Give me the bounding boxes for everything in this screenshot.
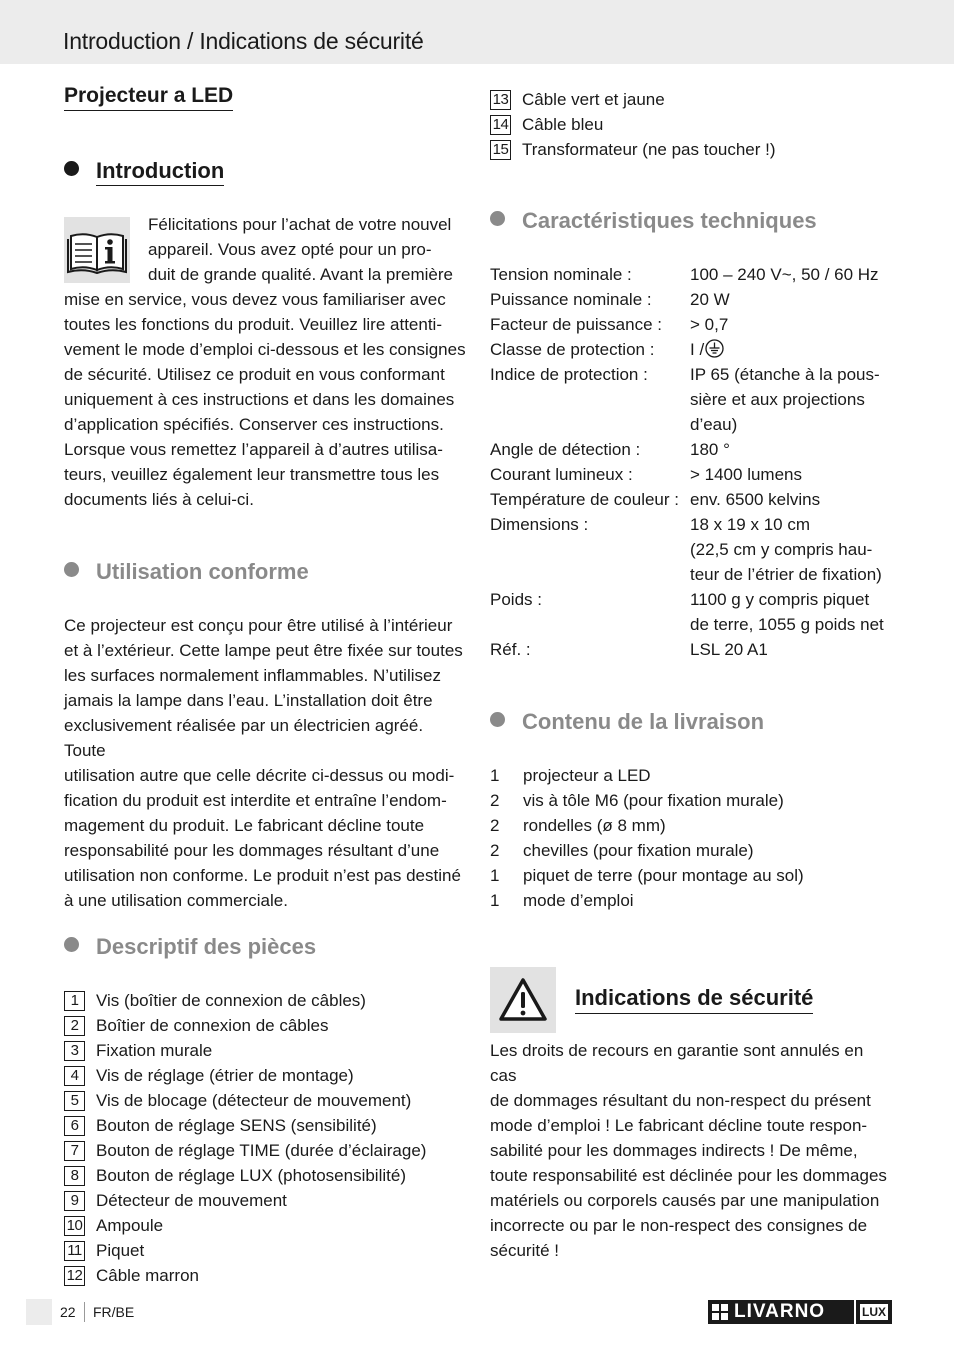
text-line: uniquement à ces instructions et dans les domaines (64, 390, 455, 409)
part-number: 11 (64, 1241, 85, 1261)
parts-list-item (64, 1088, 426, 1113)
parts-list-item (64, 1113, 426, 1138)
spec-value (690, 337, 895, 362)
parts-list-item (64, 1163, 426, 1188)
text-line: mode d’emploi ! Le fabricant décline toute respon- (490, 1116, 868, 1135)
spec-value-line: I / (690, 340, 705, 359)
spec-key: Courant lumineux : (490, 465, 633, 484)
spec-value (690, 462, 895, 487)
spec-value-line: 100 – 240 V~, 50 / 60 Hz (690, 265, 879, 284)
spec-value-line: d’eau) (690, 415, 738, 434)
spec-key: Dimensions : (490, 515, 589, 534)
spec-value-line: 20 W (690, 290, 730, 309)
spec-key: Poids : (490, 590, 542, 609)
part-label: Ampoule (96, 1216, 164, 1235)
earth-ground-icon (705, 339, 724, 358)
spec-key: Réf. : (490, 640, 531, 659)
introduction-text-top (148, 212, 468, 287)
spec-value (690, 487, 895, 512)
part-number: 2 (64, 1016, 85, 1036)
parts-list-item (64, 1188, 426, 1213)
spec-value (690, 262, 895, 287)
part-label: Fixation murale (96, 1041, 213, 1060)
parts-list-item (490, 87, 776, 112)
spec-key: Angle de détection : (490, 440, 641, 459)
specs-heading (490, 208, 817, 234)
logo-mark-icon (712, 1304, 728, 1320)
part-number: 10 (64, 1216, 85, 1236)
logo-lux (856, 1300, 892, 1324)
spec-row (490, 287, 895, 312)
spec-value-line: (22,5 cm y compris hau- (690, 540, 873, 559)
spec-value-line: LSL 20 A1 (690, 640, 768, 659)
spec-value-line: teur de l’étrier de fixation) (690, 565, 882, 584)
text-line: magement du produit. Le fabricant décline toute (64, 816, 425, 835)
bullet-icon (64, 937, 79, 952)
spec-value-line: 1100 g y compris piquet (690, 590, 870, 609)
spec-row (490, 262, 895, 287)
specs-table (490, 262, 895, 662)
contents-heading (490, 709, 764, 735)
bullet-icon (64, 562, 79, 577)
part-label: Câble marron (96, 1266, 199, 1285)
contents-list (490, 763, 804, 913)
spec-row (490, 337, 895, 362)
item-label: projecteur a LED (523, 766, 651, 785)
spec-row (490, 487, 895, 512)
text-line: d’application spécifiés. Conserver ces instructions. (64, 415, 444, 434)
spec-key: Puissance nominale : (490, 290, 652, 309)
spec-value-line: de terre, 1055 g poids net (690, 615, 884, 634)
text-line: documents liés à celui-ci. (64, 490, 254, 509)
text-line: Félicitations pour l’achat de votre nouvel (148, 215, 452, 234)
contents-list-item (490, 813, 804, 838)
text-line: Les droits de recours en garantie sont annulés en cas (490, 1041, 864, 1085)
product-title: Projecteur a LED (64, 84, 233, 111)
part-number: 15 (490, 140, 511, 160)
item-quantity: 1 (490, 891, 500, 910)
parts-list-item (64, 1038, 426, 1063)
parts-list-item (64, 1063, 426, 1088)
spec-value-line: 180 ° (690, 440, 730, 459)
item-quantity: 2 (490, 841, 500, 860)
part-number: 4 (64, 1066, 85, 1086)
spec-row (490, 462, 895, 487)
spec-row (490, 512, 895, 587)
text-line: appareil. Vous avez opté pour un pro- (148, 240, 432, 259)
item-quantity: 2 (490, 816, 500, 835)
parts-list-continued (490, 87, 776, 162)
part-number: 13 (490, 90, 511, 110)
part-label: Détecteur de mouvement (96, 1191, 287, 1210)
footer-divider (84, 1302, 85, 1322)
spec-key: Facteur de puissance : (490, 315, 662, 334)
item-label: rondelles (ø 8 mm) (523, 816, 666, 835)
bullet-icon (490, 211, 505, 226)
part-number: 12 (64, 1266, 85, 1286)
part-number: 3 (64, 1041, 85, 1061)
parts-list-item (64, 988, 426, 1013)
text-line: exclusivement réalisée par un électricien agréé. Toute (64, 716, 424, 760)
parts-list-item (64, 1138, 426, 1163)
item-label: piquet de terre (pour montage au sol) (523, 866, 804, 885)
logo-main (708, 1300, 854, 1324)
bullet-icon (64, 161, 79, 176)
spec-value (690, 287, 895, 312)
contents-heading-text: Contenu de la livraison (522, 709, 765, 734)
contents-list-item (490, 863, 804, 888)
spec-value (690, 312, 895, 337)
spec-value (690, 362, 895, 437)
logo-text: LIVARNO (734, 1301, 826, 1322)
spec-value (690, 437, 895, 462)
parts-heading-text: Descriptif des pièces (96, 934, 317, 959)
part-label: Bouton de réglage LUX (photosensibilité) (96, 1166, 406, 1185)
introduction-text (64, 287, 468, 512)
spec-value-line: 18 x 19 x 10 cm (690, 515, 811, 534)
text-line: sabilité pour les dommages indirects ! De même, (490, 1141, 858, 1160)
utilisation-text (64, 613, 468, 913)
part-number: 9 (64, 1191, 85, 1211)
part-number: 14 (490, 115, 511, 135)
spec-key: Indice de protection : (490, 365, 648, 384)
part-label: Câble bleu (522, 115, 604, 134)
spec-row (490, 312, 895, 337)
item-quantity: 2 (490, 791, 500, 810)
part-label: Câble vert et jaune (522, 90, 665, 109)
contents-list-item (490, 788, 804, 813)
spec-key: Tension nominale : (490, 265, 632, 284)
safety-text (490, 1038, 894, 1263)
spec-value-line: > 1400 lumens (690, 465, 802, 484)
part-label: Boîtier de connexion de câbles (96, 1016, 329, 1035)
part-number: 5 (64, 1091, 85, 1111)
warning-triangle-icon (490, 967, 556, 1033)
spec-row (490, 362, 895, 437)
text-line: mise en service, vous devez vous familiariser avec (64, 290, 446, 309)
item-label: mode d’emploi (523, 891, 634, 910)
parts-list-item (64, 1238, 426, 1263)
part-number: 8 (64, 1166, 85, 1186)
text-line: utilisation non conforme. Le produit n’est pas destiné (64, 866, 461, 885)
part-label: Transformateur (ne pas toucher !) (522, 140, 776, 159)
text-line: jamais la lampe dans l’eau. L’installation doit être (64, 691, 433, 710)
contents-list-item (490, 838, 804, 863)
text-line: et à l’extérieur. Cette lampe peut être fixée sur toutes (64, 641, 463, 660)
info-book-icon (64, 217, 130, 283)
part-number: 6 (64, 1116, 85, 1136)
text-line: Lorsque vous remettez l’appareil à d’autres utilisa- (64, 440, 443, 459)
page-header-title: Introduction / Indications de sécurité (63, 28, 424, 54)
spec-key: Température de couleur : (490, 490, 679, 509)
text-line: utilisation autre que celle décrite ci-dessus ou modi- (64, 766, 455, 785)
specs-heading-text: Caractéristiques techniques (522, 208, 817, 233)
utilisation-heading (64, 559, 309, 585)
spec-row (490, 637, 895, 662)
text-line: matériels ou corporels causés par une manipulation (490, 1191, 880, 1210)
item-quantity: 1 (490, 866, 500, 885)
bullet-icon (490, 712, 505, 727)
part-label: Vis (boîtier de connexion de câbles) (96, 991, 366, 1010)
spec-value-line: > 0,7 (690, 315, 729, 334)
spec-value (690, 587, 895, 637)
footer-marker (26, 1299, 52, 1325)
spec-value (690, 512, 895, 587)
text-line: à une utilisation commerciale. (64, 891, 288, 910)
text-line: toute responsabilité est déclinée pour les dommages (490, 1166, 887, 1185)
part-label: Bouton de réglage SENS (sensibilité) (96, 1116, 377, 1135)
text-line: de sécurité. Utilisez ce produit en vous conformant (64, 365, 445, 384)
text-line: duit de grande qualité. Avant la première (148, 265, 453, 284)
parts-list-item (490, 137, 776, 162)
safety-heading: Indications de sécurité (575, 985, 813, 1014)
spec-value-line: sière et aux projections (690, 390, 865, 409)
contents-list-item (490, 763, 804, 788)
utilisation-heading-text: Utilisation conforme (96, 559, 309, 584)
language-code: FR/BE (93, 1304, 135, 1320)
part-number: 7 (64, 1141, 85, 1161)
text-line: vement le mode d’emploi ci-dessous et les consignes (64, 340, 466, 359)
parts-list-item (64, 1013, 426, 1038)
text-line: fication du produit est interdite et entraîne l’endom- (64, 791, 447, 810)
page-number: 22 (60, 1304, 76, 1320)
text-line: les surfaces normalement inflammables. N’utilisez (64, 666, 441, 685)
text-line: sécurité ! (490, 1241, 559, 1260)
spec-value (690, 637, 895, 662)
text-line: de dommages résultant du non-respect du présent (490, 1091, 871, 1110)
text-line: responsabilité pour les dommages résultant d’une (64, 841, 440, 860)
parts-list (64, 988, 426, 1288)
part-label: Vis de réglage (étrier de montage) (96, 1066, 354, 1085)
spec-value-line: env. 6500 kelvins (690, 490, 821, 509)
parts-list-item (64, 1213, 426, 1238)
item-label: vis à tôle M6 (pour fixation murale) (523, 791, 784, 810)
item-quantity: 1 (490, 766, 500, 785)
text-line: incorrecte ou par le non-respect des consignes de (490, 1216, 868, 1235)
item-label: chevilles (pour fixation murale) (523, 841, 754, 860)
part-label: Piquet (96, 1241, 145, 1260)
contents-list-item (490, 888, 804, 913)
text-line: toutes les fonctions du produit. Veuillez lire attenti- (64, 315, 442, 334)
logo-sub-text: LUX (862, 1305, 886, 1319)
part-number: 1 (64, 991, 85, 1011)
spec-value-line: IP 65 (étanche à la pous- (690, 365, 880, 384)
parts-list-item (490, 112, 776, 137)
parts-list-item (64, 1263, 426, 1288)
spec-row (490, 587, 895, 637)
introduction-heading (64, 158, 224, 184)
introduction-heading-text: Introduction (96, 158, 224, 186)
text-line: teurs, veuillez également leur transmettre tous les (64, 465, 440, 484)
livarno-lux-logo (708, 1300, 892, 1324)
text-line: Ce projecteur est conçu pour être utilisé à l’intérieur (64, 616, 453, 635)
parts-heading (64, 934, 316, 960)
spec-row (490, 437, 895, 462)
spec-key: Classe de protection : (490, 340, 655, 359)
part-label: Vis de blocage (détecteur de mouvement) (96, 1091, 412, 1110)
part-label: Bouton de réglage TIME (durée d’éclairage) (96, 1141, 427, 1160)
